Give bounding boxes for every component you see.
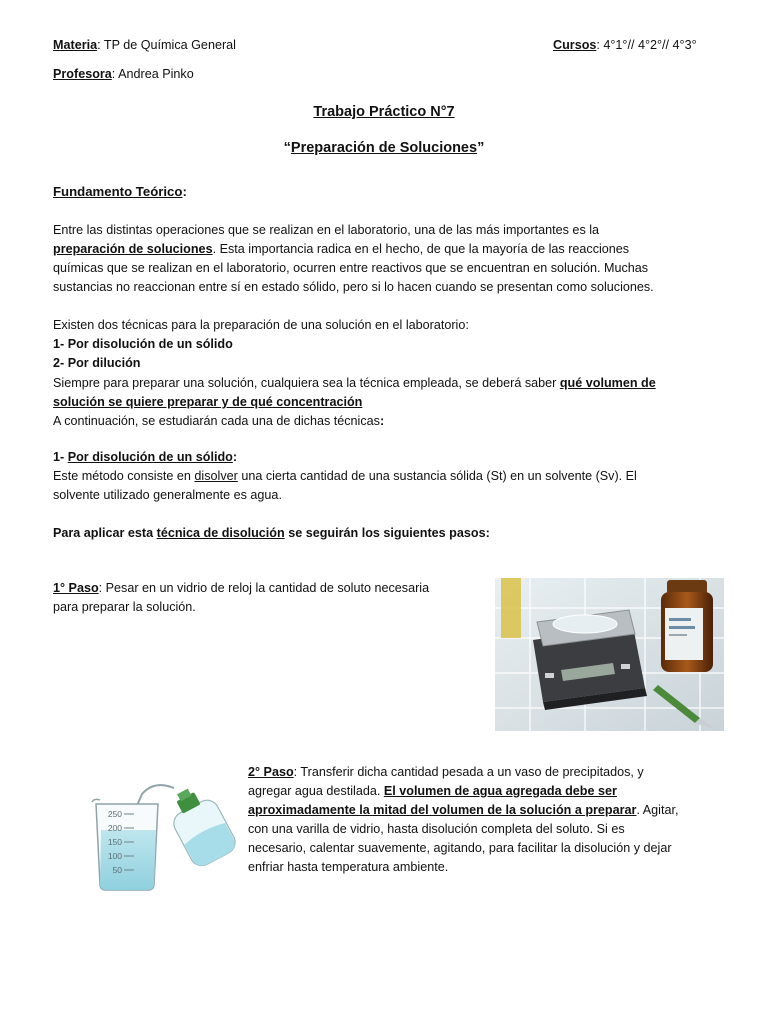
scale-photo [495,578,724,731]
paso1-text: : Pesar en un vidrio de reloj la cantidad de soluto necesaria [98,581,430,595]
paragraph-colon: : [379,414,385,428]
fundamento-heading-colon: : [182,184,187,199]
paragraph-line: químicas que se realizan en el laboratorio, ocurren entre reactivos que se encuentran en solución. Muchas [53,261,649,275]
beaker-mark: 150 [107,837,122,847]
steps-text: Para aplicar esta [53,526,157,540]
concentration-highlight: solución se quiere preparar y de qué concentración [53,395,363,409]
paso1-line [53,579,429,598]
paragraph-line: solvente utilizado generalmente es agua. [53,488,282,502]
volumen-highlight: El volumen de agua agregada debe ser [383,784,617,798]
paso2-text: : Transferir dicha cantidad pesada a un vaso de precipitados, y [293,765,644,779]
materia-value: : TP de Química General [97,38,236,52]
mitad-highlight: aproximadamente la mitad del volumen de la solución a preparar [248,803,637,817]
preparacion-highlight: preparación de soluciones [53,242,213,256]
paso1-label: 1° Paso [53,581,99,595]
paragraph-line [53,467,637,486]
fundamento-heading-text: Fundamento Teórico [53,184,183,199]
paragraph-line [53,240,629,259]
technique-2-text: Por dilución [67,356,141,370]
paragraph-text: . Esta importancia radica en el hecho, de que la mayoría de las reacciones [212,242,630,256]
paso2-line: necesario, calentar suavemente, agitando, para facilitar la disolución y dejar [248,841,672,855]
paso2-line [248,763,644,782]
paso2-line [248,801,678,820]
fundamento-heading [53,182,187,201]
paragraph-line: Entre las distintas operaciones que se realizan en el laboratorio, una de las más importantes es la [53,223,600,237]
beaker-mark: 100 [107,851,122,861]
document-title [0,103,768,122]
title-main: Trabajo Práctico N°7 [313,104,455,120]
solido-heading-text: Por disolución de un sólido [67,450,233,464]
materia-label: Materia [53,38,98,52]
beaker-mark: 50 [112,865,122,875]
paragraph-line: Existen dos técnicas para la preparación de una solución en el laboratorio: [53,318,469,332]
disolver-highlight: disolver [194,469,238,483]
subtitle-text: Preparación de Soluciones [290,140,478,156]
solido-colon: : [232,450,238,464]
technique-2-num: 2- [53,356,68,370]
cursos-label: Cursos [553,38,597,52]
subtitle-close-quote: ” [477,140,485,156]
paragraph-line [53,412,384,431]
paso2-text: . Agitar, [636,803,679,817]
profesora-label: Profesora [53,67,112,81]
paragraph-line: sustancias no reaccionan entre sí en estado sólido, pero si lo hacen cuando se presentan como soluciones. [53,280,654,294]
materia-line [53,36,236,55]
cursos-line [553,36,697,55]
steps-intro [53,524,490,543]
profesora-line [53,65,194,84]
solido-num: 1- [53,450,68,464]
cursos-value: : 4°1°// 4°2°// 4°3° [596,38,697,52]
beaker-mark: 250 [107,809,122,819]
beaker-mark: 200 [107,823,122,833]
subtitle-open-quote: “ [283,140,291,156]
paragraph-text: una cierta cantidad de una sustancia sólida (St) en un solvente (Sv). El [237,469,637,483]
technique-2 [53,354,140,373]
paragraph-text: Este método consiste en [53,469,195,483]
paso2-label: 2° Paso [248,765,294,779]
solido-heading [53,448,237,467]
beaker-illustration [84,764,240,894]
paso2-text: agregar agua destilada. [248,784,384,798]
paragraph-line [53,374,656,393]
technique-1: 1- Por disolución de un sólido [53,337,233,351]
paso2-line: con una varilla de vidrio, hasta disolución completa del soluto. Si es [248,822,625,836]
paragraph-text: Siempre para preparar una solución, cualquiera sea la técnica empleada, se deberá saber [53,376,560,390]
paragraph-text: A continuación, se estudiarán cada una de dichas técnicas [53,414,380,428]
paso2-line: enfriar hasta temperatura ambiente. [248,860,449,874]
profesora-value: : Andrea Pinko [111,67,194,81]
tecnica-highlight: técnica de disolución [156,526,285,540]
paso1-line: para preparar la solución. [53,600,196,614]
paso2-line [248,782,617,801]
document-subtitle [0,139,768,158]
volume-highlight: qué volumen de [559,376,656,390]
steps-text: se seguirán los siguientes pasos: [284,526,490,540]
